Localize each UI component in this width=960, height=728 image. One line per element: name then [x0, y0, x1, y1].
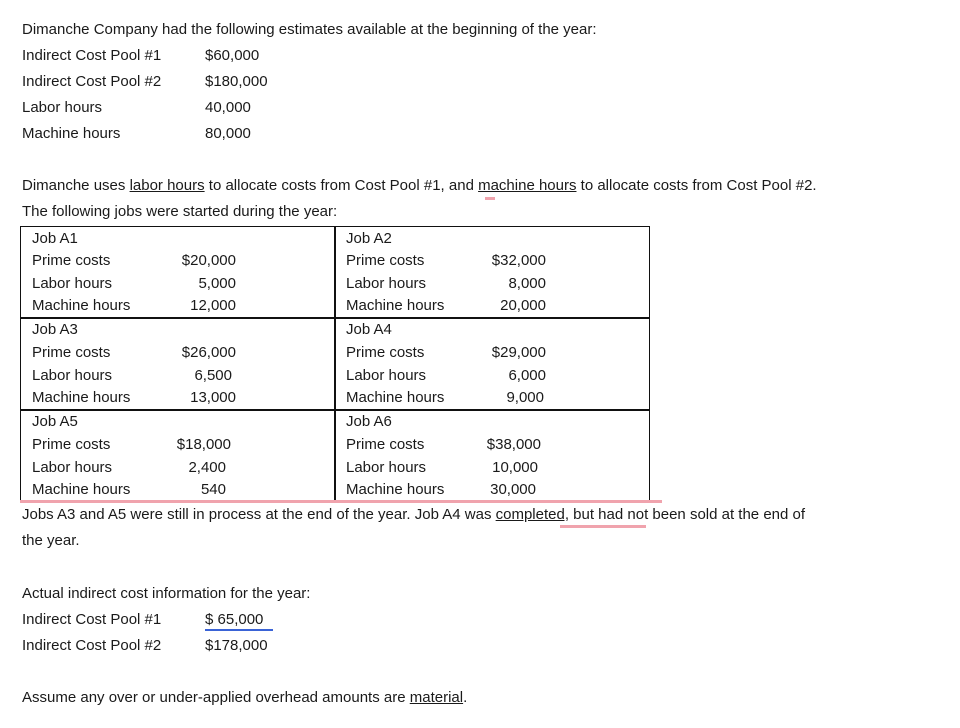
job-label: Prime costs — [346, 344, 425, 361]
job-value: $18,000 — [176, 436, 231, 453]
job-name: Job A5 — [32, 413, 78, 430]
estimate-value: 40,000 — [205, 99, 251, 116]
job-label: Prime costs — [32, 436, 111, 453]
job-label: Prime costs — [32, 252, 111, 269]
highlight-bar — [20, 500, 662, 503]
blue-underline — [205, 629, 273, 631]
job-label: Machine hours — [346, 481, 445, 498]
job-label: Labor hours — [32, 275, 113, 292]
estimate-label: Indirect Cost Pool #2 — [22, 73, 162, 90]
job-value: 9,000 — [506, 389, 544, 406]
job-value: 2,400 — [188, 459, 226, 476]
estimate-value: $60,000 — [205, 47, 260, 64]
status-line-1 — [22, 506, 805, 524]
job-value: 540 — [200, 481, 226, 498]
job-value: 13,000 — [190, 389, 236, 406]
estimate-value: 80,000 — [205, 125, 251, 142]
allocation-part3: to allocate costs from Cost Pool #2. — [576, 177, 817, 194]
assume-text — [22, 689, 467, 707]
job-name: Job A2 — [346, 230, 392, 247]
job-value: 12,000 — [190, 297, 236, 314]
allocation-part2: to allocate costs from Cost Pool #1, and — [204, 177, 479, 194]
job-value: 8,000 — [508, 275, 546, 292]
spell-mark — [560, 525, 646, 528]
job-value: 6,500 — [194, 367, 232, 384]
job-value: 6,000 — [508, 367, 546, 384]
job-label: Labor hours — [346, 459, 427, 476]
job-label: Machine hours — [32, 389, 131, 406]
job-label: Labor hours — [346, 367, 427, 384]
job-label: Prime costs — [32, 344, 111, 361]
material-link: material — [409, 689, 464, 706]
assume-part: Assume any over or under-applied overhead amounts are — [22, 689, 410, 706]
job-label: Machine hours — [346, 389, 445, 406]
job-label: Machine hours — [32, 297, 131, 314]
intro-text: Dimanche Company had the following estimates available at the beginning of the year: — [22, 21, 597, 38]
spell-mark — [485, 197, 495, 200]
actual-label: Indirect Cost Pool #1 — [22, 611, 162, 628]
status-part-b: but had not been sold at the end of — [569, 506, 806, 523]
job-value: 10,000 — [492, 459, 538, 476]
labor-hours-link: labor hours — [129, 177, 205, 194]
job-label: Prime costs — [346, 252, 425, 269]
job-label: Prime costs — [346, 436, 425, 453]
job-value: $26,000 — [181, 344, 236, 361]
allocation-text — [22, 177, 817, 195]
job-label: Machine hours — [346, 297, 445, 314]
job-label: Labor hours — [32, 367, 113, 384]
job-name: Job A4 — [346, 321, 392, 338]
estimate-label: Indirect Cost Pool #1 — [22, 47, 162, 64]
allocation-part1: Dimanche uses — [22, 177, 130, 194]
job-name: Job A1 — [32, 230, 78, 247]
status-line-2: the year. — [22, 532, 80, 549]
actual-intro: Actual indirect cost information for the year: — [22, 585, 311, 602]
estimate-value: $180,000 — [205, 73, 268, 90]
job-label: Labor hours — [346, 275, 427, 292]
job-value: $38,000 — [486, 436, 541, 453]
estimate-label: Labor hours — [22, 99, 103, 116]
job-value: $32,000 — [491, 252, 546, 269]
job-value: 20,000 — [500, 297, 546, 314]
actual-value: $ 65,000 — [205, 611, 264, 628]
status-part-a: Jobs A3 and A5 were still in process at the end of the year. Job A4 was — [22, 506, 496, 523]
job-value: $29,000 — [491, 344, 546, 361]
assume-end: . — [463, 689, 468, 706]
completed-link: completed, — [495, 506, 569, 523]
job-name: Job A6 — [346, 413, 392, 430]
machine-hours-link: machine hours — [478, 177, 577, 194]
actual-value: $178,000 — [205, 637, 268, 654]
job-value: $20,000 — [181, 252, 236, 269]
job-value: 30,000 — [490, 481, 536, 498]
actual-label: Indirect Cost Pool #2 — [22, 637, 162, 654]
job-label: Labor hours — [32, 459, 113, 476]
job-value: 5,000 — [198, 275, 236, 292]
job-label: Machine hours — [32, 481, 131, 498]
jobs-intro: The following jobs were started during the year: — [22, 203, 338, 220]
job-name: Job A3 — [32, 321, 78, 338]
estimate-label: Machine hours — [22, 125, 121, 142]
